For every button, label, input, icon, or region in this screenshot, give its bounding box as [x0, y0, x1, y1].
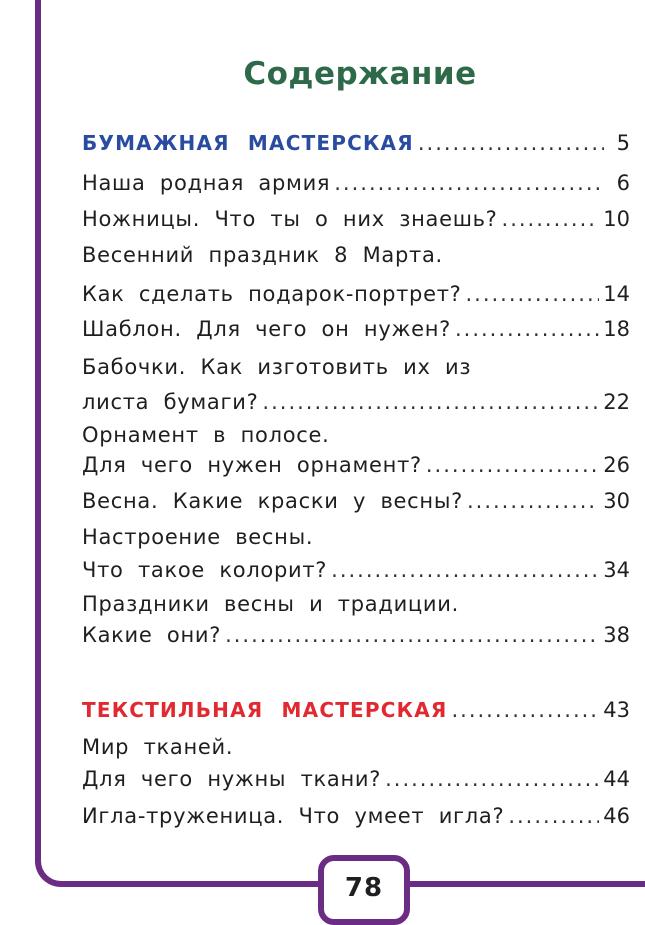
toc-entry[interactable]	[82, 316, 630, 342]
entry-title: Настроение весны.	[82, 525, 314, 549]
toc-entry[interactable]	[82, 354, 630, 415]
entry-title: Весенний праздник 8 Марта.	[82, 243, 443, 267]
dot-leader	[465, 281, 599, 307]
toc-entry[interactable]	[82, 422, 630, 478]
section-textile-workshop[interactable]	[82, 697, 630, 723]
entry-title: Мир тканей.	[82, 735, 234, 759]
entry-page: 10	[603, 207, 630, 231]
section-page: 5	[616, 131, 630, 155]
entry-title: Весна. Какие краски у весны?	[82, 489, 463, 513]
dot-leader	[418, 130, 604, 156]
entry-page: 26	[603, 453, 630, 477]
entry-page: 6	[616, 171, 630, 195]
section-page: 43	[603, 698, 630, 722]
entry-title: Ножницы. Что ты о них знаешь?	[82, 207, 498, 231]
dot-leader	[467, 488, 599, 514]
toc-entry[interactable]	[82, 524, 630, 583]
toc-entry[interactable]	[82, 734, 630, 792]
section-paper-workshop[interactable]	[82, 130, 630, 156]
entry-title: Наша родная армия	[82, 171, 331, 195]
page-title: Содержание	[243, 56, 477, 92]
entry-title-line2: Для чего нужен орнамент?	[82, 453, 422, 477]
toc-entry[interactable]	[82, 803, 630, 829]
dot-leader	[331, 557, 599, 583]
dot-leader	[225, 622, 599, 648]
dot-leader	[334, 170, 604, 196]
dot-leader	[502, 206, 600, 232]
entry-title-line2: Какие они?	[82, 623, 222, 647]
toc-entry[interactable]	[82, 170, 630, 196]
dot-leader	[385, 766, 599, 792]
page-number: 78	[344, 873, 384, 903]
entry-title-line2: Для чего нужны ткани?	[82, 767, 382, 791]
dot-leader	[426, 452, 599, 478]
toc-entry[interactable]	[82, 281, 630, 307]
entry-page: 18	[603, 317, 630, 341]
entry-page: 38	[603, 623, 630, 647]
entry-title: Игла-труженица. Что умеет игла?	[82, 804, 505, 828]
entry-page: 30	[603, 489, 630, 513]
dot-leader	[451, 697, 599, 723]
entry-page: 22	[603, 390, 630, 414]
entry-page: 14	[603, 282, 630, 306]
toc-entry[interactable]	[82, 591, 630, 648]
toc-entry[interactable]	[82, 242, 630, 268]
entry-title: Праздники весны и традиции.	[82, 592, 459, 616]
dot-leader	[262, 389, 599, 415]
entry-title: Орнамент в полосе.	[82, 423, 330, 447]
toc-entry[interactable]	[82, 488, 630, 514]
dot-leader	[508, 803, 599, 829]
entry-page: 44	[603, 767, 630, 791]
dot-leader	[455, 316, 599, 342]
entry-title: Как сделать подарок-портрет?	[82, 282, 462, 306]
section-title: ТЕКСТИЛЬНАЯ МАСТЕРСКАЯ	[82, 698, 448, 722]
entry-page: 46	[603, 804, 630, 828]
entry-title: Бабочки. Как изготовить их из	[82, 355, 472, 379]
toc-entry[interactable]	[82, 206, 630, 232]
entry-page: 34	[603, 558, 630, 582]
page-number-badge	[318, 855, 410, 925]
entry-title-line2: листа бумаги?	[82, 390, 259, 414]
entry-title: Шаблон. Для чего он нужен?	[82, 317, 451, 341]
entry-title-line2: Что такое колорит?	[82, 558, 328, 582]
section-title: БУМАЖНАЯ МАСТЕРСКАЯ	[82, 131, 414, 155]
